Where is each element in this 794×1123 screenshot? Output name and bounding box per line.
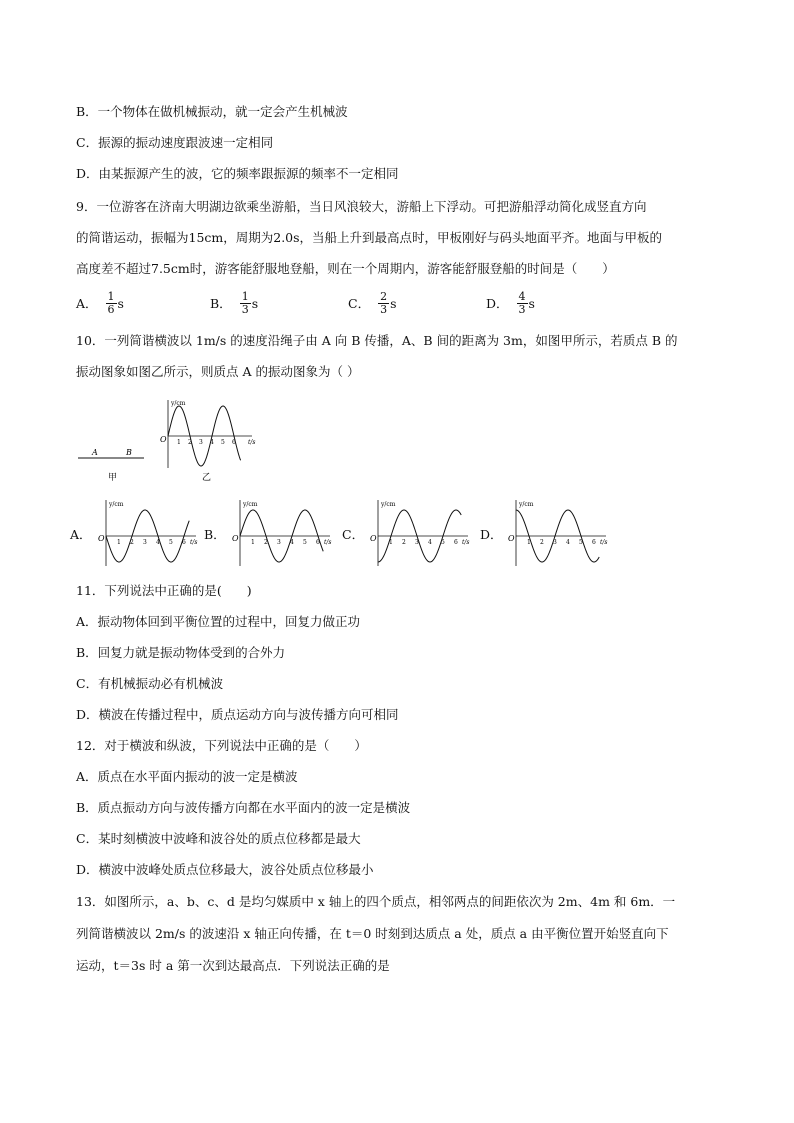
x-axis-label: t/s [462,539,470,546]
q9-option-b-unit: s [251,295,259,311]
q9-stem-line-2: 的简谐运动，振幅为15cm，周期为2.0s，当船上升到最高点时，甲板刚好与码头地面平齐。地面与甲板的 [76,230,663,245]
rope-point-b: B [126,448,132,457]
yi-x-label: t/s [248,439,256,446]
tick-6: 6 [592,539,596,546]
q10-option-d-label: D． [480,527,503,542]
caption-jia: 甲 [108,473,118,483]
yi-y-label: y/cm [171,400,186,407]
line-b-mechanical-wave: B．一个物体在做机械振动，就一定会产生机械波 [76,104,348,119]
q9-option-b[interactable] [210,286,258,320]
yi-tick-3: 3 [199,439,203,446]
q9-option-d[interactable] [486,286,535,320]
q9-option-a-unit: s [117,295,124,311]
q12-option-b[interactable]: B．质点振动方向与波传播方向都在水平面内的波一定是横波 [76,800,411,815]
q9-option-c-label: C． [348,296,371,311]
q9-option-c-num: 2 [380,289,388,303]
tick-2: 2 [402,539,406,546]
q10-option-b-label: B． [204,527,226,542]
q10-option-a-label: A． [70,527,92,542]
origin-label: O [232,534,239,543]
tick-4: 4 [428,539,432,546]
figure-jia [78,448,144,483]
q10-option-c[interactable] [342,496,474,568]
q13-stem-line-3: 运动，t＝3s 时 a 第一次到达最高点．下列说法正确的是 [76,958,390,973]
q9-option-d-fraction [517,291,528,316]
tick-3: 3 [143,539,147,546]
q9-option-d-unit: s [528,295,535,311]
tick-3: 3 [415,539,419,546]
q9-options [76,286,716,320]
q10-option-c-graph [368,496,472,568]
rope-point-a: A [92,448,98,457]
q12-option-c[interactable]: C．某时刻横波中波峰和波谷处的质点位移都是最大 [76,831,361,846]
q12-stem: 12．对于横波和纵波，下列说法中正确的是（ ） [76,738,367,753]
yi-tick-5: 5 [221,439,225,446]
caption-yi: 乙 [202,473,212,483]
q9-option-a[interactable] [76,286,124,320]
tick-5: 5 [441,539,445,546]
origin-label: O [508,534,515,543]
origin-label: O [370,534,377,543]
tick-6: 6 [182,539,186,546]
q10-option-c-label: C． [342,527,365,542]
q9-stem-line-3: 高度差不超过7.5cm时，游客能舒服地登船，则在一个周期内，游客能舒服登船的时间是（ ） [76,261,615,276]
tick-5: 5 [579,539,583,546]
x-axis-label: t/s [190,539,198,546]
q9-option-a-den: 6 [107,302,115,316]
line-c-source-speed: C．振源的振动速度跟波速一定相同 [76,135,274,150]
x-axis-label: t/s [324,539,332,546]
tick-3: 3 [277,539,281,546]
tick-5: 5 [303,539,307,546]
origin-label: O [98,534,105,543]
tick-4: 4 [290,539,294,546]
q11-stem: 11．下列说法中正确的是( ) [76,583,252,598]
tick-2: 2 [130,539,134,546]
yi-tick-2: 2 [188,439,192,446]
q9-option-c-fraction [378,291,389,316]
yi-tick-6: 6 [232,439,236,446]
q9-option-a-fraction [106,291,117,316]
y-axis-label: y/cm [519,501,534,508]
q9-option-c-unit: s [390,295,397,311]
y-axis-label: y/cm [243,501,258,508]
q13-stem-line-2: 列简谐横波以 2m/s 的波速沿 x 轴正向传播，在 t＝0 时刻到达质点 a 处，质点 a 由平衡位置开始竖直向下 [76,926,669,941]
q10-option-d[interactable] [480,496,612,568]
q10-option-d-graph [506,496,610,568]
q10-stem-line-2: 振动图象如图乙所示，则质点 A 的振动图象为（ ） [76,364,360,379]
tick-6: 6 [454,539,458,546]
q11-option-c[interactable]: C．有机械振动必有机械波 [76,676,224,691]
yi-origin: O [160,435,167,444]
tick-4: 4 [566,539,570,546]
q12-option-a[interactable]: A．质点在水平面内振动的波一定是横波 [76,769,298,784]
q10-figure [70,392,270,488]
tick-5: 5 [169,539,173,546]
q11-option-d[interactable]: D．横波在传播过程中，质点运动方向与波传播方向可相同 [76,707,399,722]
yi-tick-4: 4 [210,439,214,446]
tick-1: 1 [527,539,531,546]
q9-option-b-fraction [240,291,251,316]
q9-option-d-num: 4 [518,289,526,303]
q9-option-a-num: 1 [107,289,115,303]
q9-option-d-den: 3 [518,302,526,316]
y-axis-label: y/cm [109,501,124,508]
q9-option-c-den: 3 [380,302,388,316]
tick-1: 1 [389,539,393,546]
tick-2: 2 [540,539,544,546]
q12-option-d[interactable]: D．横波中波峰处质点位移最大，波谷处质点位移最小 [76,862,374,877]
q13-stem-line-1: 13．如图所示，a、b、c、d 是均匀媒质中 x 轴上的四个质点，相邻两点的间距依次为 2m、4m 和 6m．一 [76,894,676,909]
yi-tick-1: 1 [177,439,181,446]
q9-stem-line-1: 9．一位游客在济南大明湖边欲乘坐游船，当日风浪较大，游船上下浮动。可把游船浮动简化成竖直方向 [76,199,647,214]
q9-option-c[interactable] [348,286,397,320]
q10-stem-line-1: 10．一列简谐横波以 1m/s 的速度沿绳子由 A 向 B 传播，A、B 间的距离为 3m，如图甲所示，若质点 B 的 [76,333,678,348]
q9-option-d-label: D． [486,296,509,311]
q10-option-a[interactable] [70,496,202,568]
q11-option-b[interactable]: B．回复力就是振动物体受到的合外力 [76,645,286,660]
q10-option-a-graph [96,496,200,568]
tick-3: 3 [553,539,557,546]
q11-option-a[interactable]: A．振动物体回到平衡位置的过程中，回复力做正功 [76,614,361,629]
tick-4: 4 [156,539,160,546]
y-axis-label: y/cm [381,501,396,508]
q9-option-a-label: A． [76,296,98,311]
q10-options [70,496,630,568]
tick-6: 6 [316,539,320,546]
tick-1: 1 [251,539,255,546]
q9-option-b-den: 3 [241,302,249,316]
q10-option-b[interactable] [204,496,336,568]
x-axis-label: t/s [600,539,608,546]
yi-ticks [177,439,236,446]
q10-option-b-graph [230,496,334,568]
tick-1: 1 [117,539,121,546]
figure-yi [160,400,256,483]
tick-2: 2 [264,539,268,546]
q9-option-b-label: B． [210,296,232,311]
line-d-frequency: D．由某振源产生的波，它的频率跟振源的频率不一定相同 [76,166,399,181]
q9-option-b-num: 1 [241,289,249,303]
